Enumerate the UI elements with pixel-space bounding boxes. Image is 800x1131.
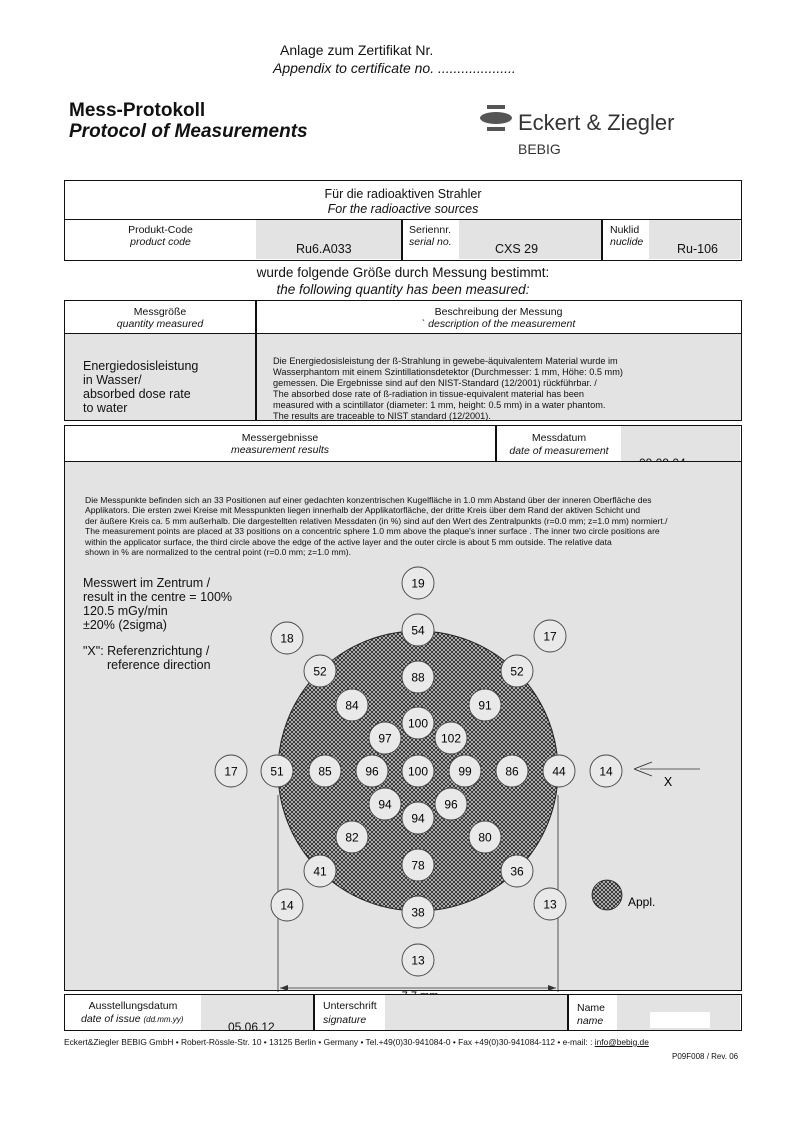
issue-date-label-en: date of issue bbox=[81, 1013, 141, 1025]
note-line: shown in % are normalized to the central point (r=0.0 mm; z=1.0 mm). bbox=[85, 547, 352, 558]
measurement-point bbox=[469, 689, 501, 721]
measurement-point-value: 14 bbox=[280, 898, 294, 913]
measurement-point bbox=[261, 755, 293, 787]
measurement-point-value: 88 bbox=[411, 670, 425, 685]
reference-x-label: X bbox=[663, 775, 673, 789]
measurement-point bbox=[369, 722, 401, 754]
quantity-intro-en: the following quantity has been measured: bbox=[276, 282, 530, 297]
quantity-name-line: Energiedosisleistung bbox=[83, 359, 199, 373]
measurement-point-value: 86 bbox=[505, 764, 519, 779]
measurement-point bbox=[402, 614, 434, 646]
measurement-point-value: 96 bbox=[365, 764, 379, 779]
measurement-point-value: 13 bbox=[543, 897, 557, 912]
measurement-point bbox=[469, 821, 501, 853]
note-line: Applikators. Die ersten zwei Kreise mit Messpunkten liegen innerhalb der Applikatorfläche, der dritte Kreis über dem Rand der aktiven Schicht und bbox=[85, 505, 641, 516]
measurement-point-value: 96 bbox=[444, 797, 458, 812]
measurement-date-label-en: date of measurement bbox=[509, 445, 609, 457]
signature-label-de: Unterschrift bbox=[323, 1000, 377, 1012]
note-line: The measurement points are placed at 33 positions on a concentric sphere 1.0 mm above the plaque's inner surface . The inner two circle positions are bbox=[85, 526, 660, 537]
centre-result-line: ±20% (2sigma) bbox=[83, 618, 167, 632]
measurement-point-value: 82 bbox=[345, 830, 359, 845]
description-line: The absorbed dose rate of ß-radiation in tissue-equivalent material has been bbox=[273, 389, 585, 399]
description-line: Wasserphantom mit einem Szintillationsdetektor (Durchmesser: 1 mm, Höhe: 0.5 mm) bbox=[273, 367, 623, 377]
measurement-point-value: 84 bbox=[345, 698, 359, 713]
measurement-point-value: 36 bbox=[510, 864, 524, 879]
name-label-de: Name bbox=[577, 1002, 606, 1014]
product-code-label-de: Produkt-Code bbox=[128, 224, 193, 236]
measurement-point-value: 100 bbox=[407, 716, 429, 731]
measurement-point-value: 51 bbox=[270, 764, 284, 779]
reference-line: "X": Referenzrichtung / bbox=[83, 644, 210, 658]
appendix-label-en: Appendix to certificate no. .................... bbox=[273, 60, 516, 76]
measurement-point bbox=[304, 655, 336, 687]
nuclide-value: Ru-106 bbox=[677, 242, 718, 256]
quantity-name-line: to water bbox=[83, 401, 128, 415]
measurement-point-value: 54 bbox=[411, 623, 425, 638]
nuclide-label-de: Nuklid bbox=[610, 224, 640, 236]
description-line: Die Energiedosisleistung der ß-Strahlung in gewebe-äquivalentem Material wurde im bbox=[273, 356, 618, 366]
measurement-point-value: 94 bbox=[411, 811, 425, 826]
description-col-label-en: ` description of the measurement bbox=[421, 318, 576, 330]
centre-result-line: Messwert im Zentrum / bbox=[83, 576, 211, 590]
measurement-point-value: 17 bbox=[543, 629, 557, 644]
measurement-point bbox=[435, 788, 467, 820]
measurement-point bbox=[402, 944, 434, 976]
measurement-point bbox=[369, 788, 401, 820]
serial-value: CXS 29 bbox=[495, 242, 539, 256]
name-redaction bbox=[650, 1012, 710, 1028]
quantity-intro-de: wurde folgende Größe durch Messung bestimmt: bbox=[256, 265, 550, 280]
diagram-points bbox=[215, 567, 622, 976]
measurement-point bbox=[590, 755, 622, 787]
measurement-point-value: 78 bbox=[411, 858, 425, 873]
measurement-point-value: 38 bbox=[411, 905, 425, 920]
issue-date-value: 05.06.12 bbox=[228, 1020, 275, 1034]
measurement-point-value: 91 bbox=[478, 698, 492, 713]
centre-result-line: result in the centre = 100% bbox=[83, 590, 233, 604]
measurement-point bbox=[402, 707, 434, 739]
measurement-point bbox=[271, 622, 303, 654]
measurement-point bbox=[501, 855, 533, 887]
measurement-point-value: 80 bbox=[478, 830, 492, 845]
issue-row bbox=[64, 994, 742, 1034]
quantity-col-label-en: quantity measured bbox=[116, 318, 204, 330]
quantity-name-line: in Wasser/ bbox=[83, 373, 142, 387]
note-line: Die Messpunkte befinden sich an 33 Positionen auf einer gedachten konzentrischen Kugelfläche in 1.0 mm Abstand über der inneren Oberfläche des bbox=[85, 495, 652, 505]
measurement-point-value: 52 bbox=[510, 664, 524, 679]
measurement-point-value: 17 bbox=[224, 764, 238, 779]
measurement-point bbox=[336, 821, 368, 853]
signature-label-en: signature bbox=[323, 1014, 367, 1026]
measurement-point-value: 19 bbox=[411, 576, 425, 591]
measurement-point bbox=[402, 896, 434, 928]
serial-label-de: Seriennr. bbox=[409, 224, 452, 236]
measurement-point bbox=[496, 755, 528, 787]
measurement-point-value: 102 bbox=[440, 731, 462, 746]
document-title-en: Protocol of Measurements bbox=[69, 121, 308, 142]
measurement-point bbox=[534, 888, 566, 920]
company-logo-subtitle: BEBIG bbox=[518, 141, 561, 157]
description-line: measured with a scintillator (diameter: 1 mm, height: 0.5 mm) in a water phantom. bbox=[273, 400, 606, 410]
measurement-point bbox=[356, 755, 388, 787]
measurement-point bbox=[271, 889, 303, 921]
measurement-point-value: 18 bbox=[280, 631, 294, 646]
footer-address bbox=[64, 1037, 649, 1047]
measurement-point bbox=[215, 755, 247, 787]
measurement-point bbox=[402, 755, 434, 787]
measurement-point bbox=[402, 567, 434, 599]
measurement-point bbox=[435, 722, 467, 754]
measurement-point-value: 85 bbox=[318, 764, 332, 779]
note-line: der äußere Kreis ca. 5 mm außerhalb. Die dargestellten relativen Messdaten (in %) sind auf den Wert des Zentralpunkts (r=0.0 mm; z=1.0 mm) normiert./ bbox=[85, 515, 668, 526]
measurement-point bbox=[402, 802, 434, 834]
results-title-de: Messergebnisse bbox=[241, 432, 319, 444]
name-label-en: name bbox=[577, 1015, 604, 1027]
measurement-point bbox=[402, 849, 434, 881]
description-col-label-de: Beschreibung der Messung bbox=[434, 306, 563, 318]
measurement-point bbox=[501, 655, 533, 687]
description-line: gemessen. Die Ergebnisse sind auf den NIST-Standard (12/2001) rückführbar. / bbox=[273, 378, 597, 388]
measurement-point-value: 13 bbox=[411, 953, 425, 968]
measurement-point bbox=[309, 755, 341, 787]
serial-label-en: serial no. bbox=[409, 236, 452, 248]
measurement-point bbox=[543, 755, 575, 787]
footer-address-text: Eckert&Ziegler BEBIG GmbH • Robert-Rössle-Str. 10 • 13125 Berlin • Germany • Tel.+49(0)30-941084-0 • Fax +49(0)30-941084-112 • e-mail: : bbox=[64, 1037, 593, 1047]
measurement-point bbox=[534, 620, 566, 652]
sources-title-en: For the radioactive sources bbox=[327, 202, 479, 216]
measurement-point-value: 99 bbox=[458, 764, 472, 779]
document-title-de: Mess-Protokoll bbox=[69, 100, 206, 121]
measurement-point-value: 14 bbox=[599, 764, 613, 779]
footer-email-link[interactable]: info@bebig.de bbox=[594, 1037, 649, 1047]
measurement-point-value: 100 bbox=[407, 764, 429, 779]
quantity-name-line: absorbed dose rate bbox=[83, 387, 191, 401]
product-code-value: Ru6.A033 bbox=[296, 242, 352, 256]
measurement-point-value: 52 bbox=[313, 664, 327, 679]
applicator-legend-icon bbox=[592, 880, 622, 910]
centre-result-line: 120.5 mGy/min bbox=[83, 604, 168, 618]
measurement-point-value: 41 bbox=[313, 864, 327, 879]
measurement-point bbox=[449, 755, 481, 787]
reference-line: reference direction bbox=[107, 658, 211, 672]
quantity-col-label-de: Messgröße bbox=[133, 306, 187, 318]
measurement-point-value: 44 bbox=[552, 764, 566, 779]
measurement-point bbox=[304, 855, 336, 887]
company-logo-name: Eckert & Ziegler bbox=[518, 110, 675, 135]
nuclide-label-en: nuclide bbox=[610, 236, 644, 248]
description-line: The results are traceable to NIST standard (12/2001). bbox=[273, 411, 491, 421]
signature-cell bbox=[385, 995, 567, 1030]
measurement-date-label-de: Messdatum bbox=[531, 432, 587, 444]
measurement-point-value: 94 bbox=[378, 797, 392, 812]
measurement-point-value: 97 bbox=[378, 731, 392, 746]
note-line: within the applicator surface, the third circle above the edge of the active layer and the outer circle is about 5 mm outside. The relative data bbox=[85, 536, 612, 547]
measurement-point bbox=[336, 689, 368, 721]
appendix-label-de: Anlage zum Zertifikat Nr. bbox=[280, 42, 434, 58]
diagram-static bbox=[278, 631, 700, 1002]
applicator-legend-label: Appl. bbox=[628, 895, 656, 909]
issue-date-format: (dd.mm.yy) bbox=[143, 1015, 184, 1024]
product-code-label-en: product code bbox=[130, 236, 191, 248]
issue-date-label-de: Ausstellungsdatum bbox=[88, 1000, 178, 1012]
results-title-en: measurement results bbox=[230, 444, 330, 456]
sources-title-de: Für die radioaktiven Strahler bbox=[324, 187, 482, 201]
measurement-point bbox=[402, 661, 434, 693]
form-code: P09F008 / Rev. 06 bbox=[672, 1052, 739, 1061]
issue-date-label-en-wrap bbox=[81, 1013, 183, 1026]
